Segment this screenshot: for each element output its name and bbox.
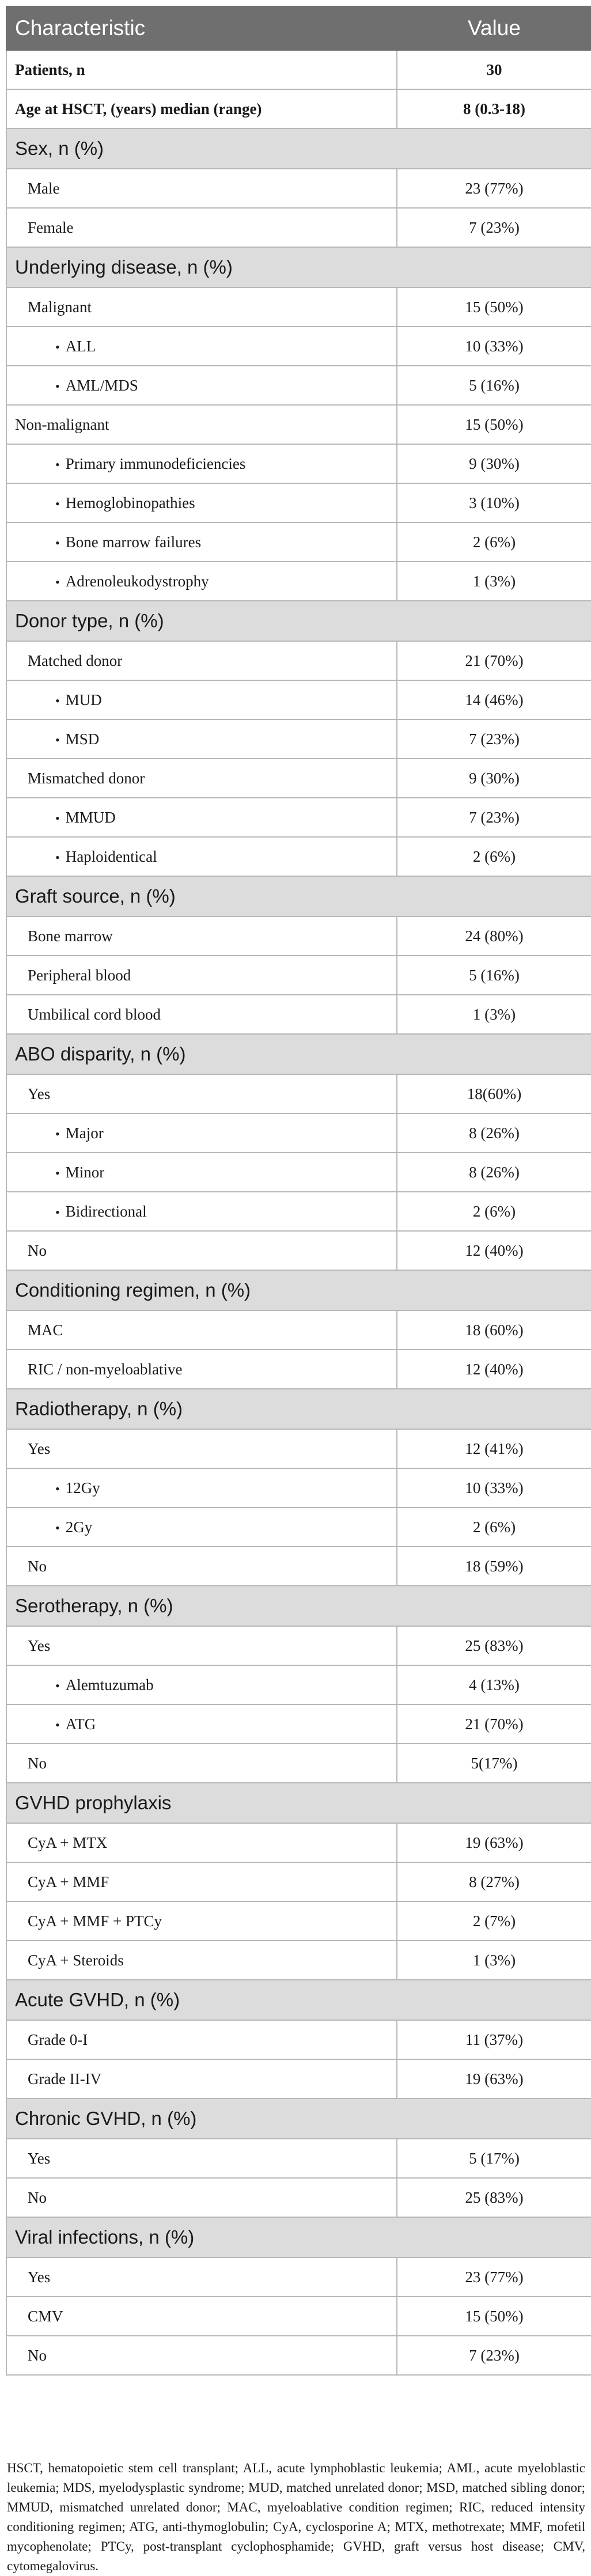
section-header-row bbox=[6, 1586, 591, 1626]
row-label-cell bbox=[6, 1350, 397, 1389]
table-row bbox=[6, 2020, 591, 2059]
row-label: Bidirectional bbox=[65, 1202, 147, 1220]
bullet-icon: • bbox=[55, 457, 60, 472]
section-title: Graft source, n (%) bbox=[6, 876, 591, 916]
row-label: No bbox=[28, 1557, 47, 1575]
row-value: 18 (59%) bbox=[397, 1547, 591, 1586]
row-label-cell bbox=[6, 1823, 397, 1862]
row-value: 18 (60%) bbox=[397, 1310, 591, 1350]
row-label: CMV bbox=[28, 2307, 63, 2325]
table-row bbox=[6, 1350, 591, 1389]
row-label: Malignant bbox=[28, 298, 92, 316]
bullet-icon: • bbox=[55, 732, 60, 747]
table-row bbox=[6, 1744, 591, 1783]
row-label-cell bbox=[6, 1310, 397, 1350]
bullet-icon: • bbox=[55, 574, 60, 589]
row-label: Alemtuzumab bbox=[65, 1676, 154, 1694]
row-label-cell bbox=[6, 287, 397, 327]
row-label-cell bbox=[6, 916, 397, 956]
row-value: 12 (41%) bbox=[397, 1429, 591, 1468]
table-row bbox=[6, 2059, 591, 2098]
section-title: Chronic GVHD, n (%) bbox=[6, 2098, 591, 2139]
table-row bbox=[6, 483, 591, 522]
bullet-icon: • bbox=[55, 1204, 60, 1219]
row-value: 15 (50%) bbox=[397, 2297, 591, 2336]
table-row bbox=[6, 1704, 591, 1744]
row-label-cell bbox=[6, 1862, 397, 1901]
row-label: Matched donor bbox=[28, 651, 123, 669]
row-label-cell bbox=[6, 1901, 397, 1941]
row-label-cell bbox=[6, 956, 397, 995]
section-title: GVHD prophylaxis bbox=[6, 1783, 591, 1823]
table-row bbox=[6, 837, 591, 876]
row-value: 30 bbox=[397, 50, 591, 89]
row-label-cell bbox=[6, 2257, 397, 2297]
bullet-icon: • bbox=[55, 1126, 60, 1141]
row-value: 18(60%) bbox=[397, 1074, 591, 1113]
row-label-cell bbox=[6, 2059, 397, 2098]
table-row bbox=[6, 1074, 591, 1113]
row-label-cell bbox=[6, 680, 397, 719]
row-label-cell bbox=[6, 522, 397, 562]
header-characteristic: Characteristic bbox=[6, 6, 397, 50]
row-label-cell bbox=[6, 2139, 397, 2178]
table-row bbox=[6, 1626, 591, 1665]
table-row bbox=[6, 327, 591, 366]
row-value: 8 (26%) bbox=[397, 1113, 591, 1153]
row-value: 23 (77%) bbox=[397, 169, 591, 208]
row-label: CyA + MMF bbox=[28, 1873, 109, 1891]
row-label-cell bbox=[6, 2020, 397, 2059]
table-header-row bbox=[6, 6, 591, 50]
bullet-icon: • bbox=[55, 693, 60, 708]
section-title: Sex, n (%) bbox=[6, 128, 591, 169]
row-label-cell bbox=[6, 405, 397, 444]
row-value: 25 (83%) bbox=[397, 1626, 591, 1665]
row-label: Minor bbox=[65, 1163, 105, 1181]
row-label: Hemoglobinopathies bbox=[65, 494, 195, 512]
row-label: Major bbox=[65, 1124, 104, 1142]
row-label: ALL bbox=[65, 337, 96, 355]
row-value: 19 (63%) bbox=[397, 1823, 591, 1862]
row-label: Male bbox=[28, 179, 60, 197]
row-label: Haploidentical bbox=[65, 847, 157, 865]
row-label-cell bbox=[6, 641, 397, 680]
table-row bbox=[6, 759, 591, 798]
row-label-cell bbox=[6, 2336, 397, 2375]
bullet-icon: • bbox=[55, 810, 60, 825]
row-label: Female bbox=[28, 218, 74, 236]
row-value: 5(17%) bbox=[397, 1744, 591, 1783]
row-label-cell bbox=[6, 208, 397, 247]
row-label: No bbox=[28, 1754, 47, 1772]
table-row bbox=[6, 1507, 591, 1547]
row-value: 25 (83%) bbox=[397, 2178, 591, 2217]
row-value: 10 (33%) bbox=[397, 1468, 591, 1507]
row-label-cell bbox=[6, 1074, 397, 1113]
row-value: 8 (0.3-18) bbox=[397, 89, 591, 128]
row-label-cell bbox=[6, 483, 397, 522]
table-row bbox=[6, 2178, 591, 2217]
table-row bbox=[6, 1310, 591, 1350]
row-label: Bone marrow failures bbox=[65, 533, 202, 551]
table-row bbox=[6, 1231, 591, 1270]
row-label: Yes bbox=[28, 1439, 51, 1457]
row-label-cell bbox=[6, 1231, 397, 1270]
row-label: MSD bbox=[65, 730, 100, 748]
table-row bbox=[6, 1665, 591, 1704]
row-label: 2Gy bbox=[65, 1518, 93, 1536]
table-row bbox=[6, 1429, 591, 1468]
bullet-icon: • bbox=[55, 1520, 60, 1535]
table-row bbox=[6, 444, 591, 483]
row-value: 11 (37%) bbox=[397, 2020, 591, 2059]
table-row bbox=[6, 208, 591, 247]
row-label-cell bbox=[6, 719, 397, 759]
section-header-row bbox=[6, 1389, 591, 1429]
table-row bbox=[6, 562, 591, 601]
section-header-row bbox=[6, 128, 591, 169]
table-row bbox=[6, 1153, 591, 1192]
row-value: 1 (3%) bbox=[397, 1941, 591, 1980]
row-label: Adrenoleukodystrophy bbox=[65, 572, 209, 590]
row-label: No bbox=[28, 2188, 47, 2206]
row-label-cell bbox=[6, 169, 397, 208]
table-row bbox=[6, 2297, 591, 2336]
row-label: MAC bbox=[28, 1321, 63, 1339]
row-label: CyA + MMF + PTCy bbox=[28, 1912, 162, 1930]
row-label-cell bbox=[6, 1744, 397, 1783]
table-row bbox=[6, 2257, 591, 2297]
row-value: 2 (6%) bbox=[397, 522, 591, 562]
row-label: Patients, n bbox=[15, 60, 85, 78]
section-header-row bbox=[6, 2098, 591, 2139]
row-label: Primary immunodeficiencies bbox=[65, 454, 246, 472]
row-label: Non-malignant bbox=[15, 415, 109, 433]
table-row bbox=[6, 1823, 591, 1862]
table-row bbox=[6, 522, 591, 562]
table-row bbox=[6, 2336, 591, 2375]
bullet-icon: • bbox=[55, 339, 60, 354]
table-row bbox=[6, 719, 591, 759]
section-header-row bbox=[6, 876, 591, 916]
row-label-cell bbox=[6, 1626, 397, 1665]
table-row bbox=[6, 50, 591, 89]
row-value: 5 (17%) bbox=[397, 2139, 591, 2178]
row-label-cell bbox=[6, 2297, 397, 2336]
row-value: 3 (10%) bbox=[397, 483, 591, 522]
table-row bbox=[6, 1901, 591, 1941]
section-title: Acute GVHD, n (%) bbox=[6, 1980, 591, 2020]
row-label: Yes bbox=[28, 2268, 51, 2286]
row-value: 15 (50%) bbox=[397, 287, 591, 327]
row-label-cell bbox=[6, 1468, 397, 1507]
table-body bbox=[6, 50, 591, 2375]
row-label-cell bbox=[6, 562, 397, 601]
table-row bbox=[6, 89, 591, 128]
row-value: 7 (23%) bbox=[397, 2336, 591, 2375]
table-row bbox=[6, 680, 591, 719]
row-label-cell bbox=[6, 837, 397, 876]
section-title: Serotherapy, n (%) bbox=[6, 1586, 591, 1626]
header-value: Value bbox=[397, 6, 591, 50]
section-title: Conditioning regimen, n (%) bbox=[6, 1270, 591, 1310]
bullet-icon: • bbox=[55, 850, 60, 865]
row-label: MMUD bbox=[65, 808, 116, 826]
table-row bbox=[6, 1192, 591, 1231]
row-value: 5 (16%) bbox=[397, 366, 591, 405]
bullet-icon: • bbox=[55, 378, 60, 393]
table-row bbox=[6, 1113, 591, 1153]
row-value: 4 (13%) bbox=[397, 1665, 591, 1704]
row-label: CyA + MTX bbox=[28, 1833, 108, 1851]
row-label: Yes bbox=[28, 1085, 51, 1103]
row-value: 12 (40%) bbox=[397, 1350, 591, 1389]
bullet-icon: • bbox=[55, 1717, 60, 1732]
bullet-icon: • bbox=[55, 1165, 60, 1180]
row-value: 2 (6%) bbox=[397, 1507, 591, 1547]
row-label-cell bbox=[6, 2178, 397, 2217]
row-value: 2 (7%) bbox=[397, 1901, 591, 1941]
row-value: 1 (3%) bbox=[397, 995, 591, 1034]
row-label-cell bbox=[6, 1429, 397, 1468]
row-label-cell bbox=[6, 1704, 397, 1744]
characteristics-table bbox=[6, 6, 591, 2376]
row-value: 21 (70%) bbox=[397, 1704, 591, 1744]
row-label-cell bbox=[6, 995, 397, 1034]
row-value: 10 (33%) bbox=[397, 327, 591, 366]
table-footnote: HSCT, hematopoietic stem cell transplant; ALL, acute lymphoblastic leukemia; AML, acute myeloblastic leukemia; MDS, myelodysplastic syndrome; MUD, matched unrelated donor; MSD, matched sibling donor; MMUD, mismatched unrelated donor; MAC, myeloablative condition regimen; RIC, reduced intensity conditioning regimen; ATG, anti-thymoglobulin; CyA, cyclosporine A; MTX, methotrexate; MMF, mofetil mycophenolate; PTCy, post-transplant cyclophosphamide; GVHD, graft versus host disease; CMV, cytomegalovirus. bbox=[7, 2461, 585, 2573]
row-value: 5 (16%) bbox=[397, 956, 591, 995]
row-label-cell bbox=[6, 1153, 397, 1192]
row-value: 9 (30%) bbox=[397, 444, 591, 483]
row-value: 2 (6%) bbox=[397, 1192, 591, 1231]
row-label-cell bbox=[6, 798, 397, 837]
section-header-row bbox=[6, 1980, 591, 2020]
row-value: 7 (23%) bbox=[397, 719, 591, 759]
row-label: Grade II-IV bbox=[28, 2070, 102, 2088]
row-value: 8 (27%) bbox=[397, 1862, 591, 1901]
bullet-icon: • bbox=[55, 496, 60, 511]
row-label-cell bbox=[6, 50, 397, 89]
row-label: AML/MDS bbox=[65, 376, 138, 394]
bullet-icon: • bbox=[55, 1678, 60, 1693]
row-value: 7 (23%) bbox=[397, 208, 591, 247]
table-row bbox=[6, 287, 591, 327]
section-title: Viral infections, n (%) bbox=[6, 2217, 591, 2257]
row-value: 1 (3%) bbox=[397, 562, 591, 601]
row-label: CyA + Steroids bbox=[28, 1951, 124, 1969]
row-value: 15 (50%) bbox=[397, 405, 591, 444]
row-label: Grade 0-I bbox=[28, 2031, 88, 2048]
row-label: Bone marrow bbox=[28, 927, 113, 945]
section-title: Underlying disease, n (%) bbox=[6, 247, 591, 287]
table-row bbox=[6, 956, 591, 995]
row-label: Yes bbox=[28, 1636, 51, 1654]
row-label-cell bbox=[6, 1941, 397, 1980]
row-label-cell bbox=[6, 327, 397, 366]
table-row bbox=[6, 2139, 591, 2178]
row-label-cell bbox=[6, 1113, 397, 1153]
row-label-cell bbox=[6, 1547, 397, 1586]
row-label: MUD bbox=[65, 691, 102, 709]
row-value: 7 (23%) bbox=[397, 798, 591, 837]
table-row bbox=[6, 641, 591, 680]
row-label: No bbox=[28, 2346, 47, 2364]
row-label-cell bbox=[6, 1507, 397, 1547]
row-label: Mismatched donor bbox=[28, 769, 145, 787]
row-label-cell bbox=[6, 444, 397, 483]
section-header-row bbox=[6, 2217, 591, 2257]
row-label-cell bbox=[6, 89, 397, 128]
row-value: 12 (40%) bbox=[397, 1231, 591, 1270]
row-label: Age at HSCT, (years) median (range) bbox=[15, 100, 262, 118]
row-label-cell bbox=[6, 366, 397, 405]
row-label: RIC / non-myeloablative bbox=[28, 1360, 183, 1378]
section-header-row bbox=[6, 1034, 591, 1074]
row-value: 21 (70%) bbox=[397, 641, 591, 680]
bullet-icon: • bbox=[55, 1481, 60, 1496]
row-value: 8 (26%) bbox=[397, 1153, 591, 1192]
row-value: 23 (77%) bbox=[397, 2257, 591, 2297]
row-label: Umbilical cord blood bbox=[28, 1005, 161, 1023]
table-row bbox=[6, 169, 591, 208]
row-label: Peripheral blood bbox=[28, 966, 131, 984]
table-row bbox=[6, 995, 591, 1034]
row-value: 24 (80%) bbox=[397, 916, 591, 956]
row-value: 9 (30%) bbox=[397, 759, 591, 798]
table-row bbox=[6, 1941, 591, 1980]
table-row bbox=[6, 405, 591, 444]
section-header-row bbox=[6, 247, 591, 287]
table-row bbox=[6, 1862, 591, 1901]
section-title: Donor type, n (%) bbox=[6, 601, 591, 641]
section-header-row bbox=[6, 1270, 591, 1310]
table-row bbox=[6, 1547, 591, 1586]
row-label-cell bbox=[6, 759, 397, 798]
section-title: ABO disparity, n (%) bbox=[6, 1034, 591, 1074]
row-label: Yes bbox=[28, 2149, 51, 2167]
table-row bbox=[6, 916, 591, 956]
row-label-cell bbox=[6, 1665, 397, 1704]
row-value: 19 (63%) bbox=[397, 2059, 591, 2098]
table-row bbox=[6, 798, 591, 837]
section-title: Radiotherapy, n (%) bbox=[6, 1389, 591, 1429]
row-label: 12Gy bbox=[65, 1479, 100, 1497]
section-header-row bbox=[6, 601, 591, 641]
row-label: No bbox=[28, 1241, 47, 1259]
row-label-cell bbox=[6, 1192, 397, 1231]
table-row bbox=[6, 366, 591, 405]
bullet-icon: • bbox=[55, 535, 60, 550]
row-value: 2 (6%) bbox=[397, 837, 591, 876]
row-label: ATG bbox=[65, 1715, 96, 1733]
table-row bbox=[6, 1468, 591, 1507]
section-header-row bbox=[6, 1783, 591, 1823]
row-value: 14 (46%) bbox=[397, 680, 591, 719]
